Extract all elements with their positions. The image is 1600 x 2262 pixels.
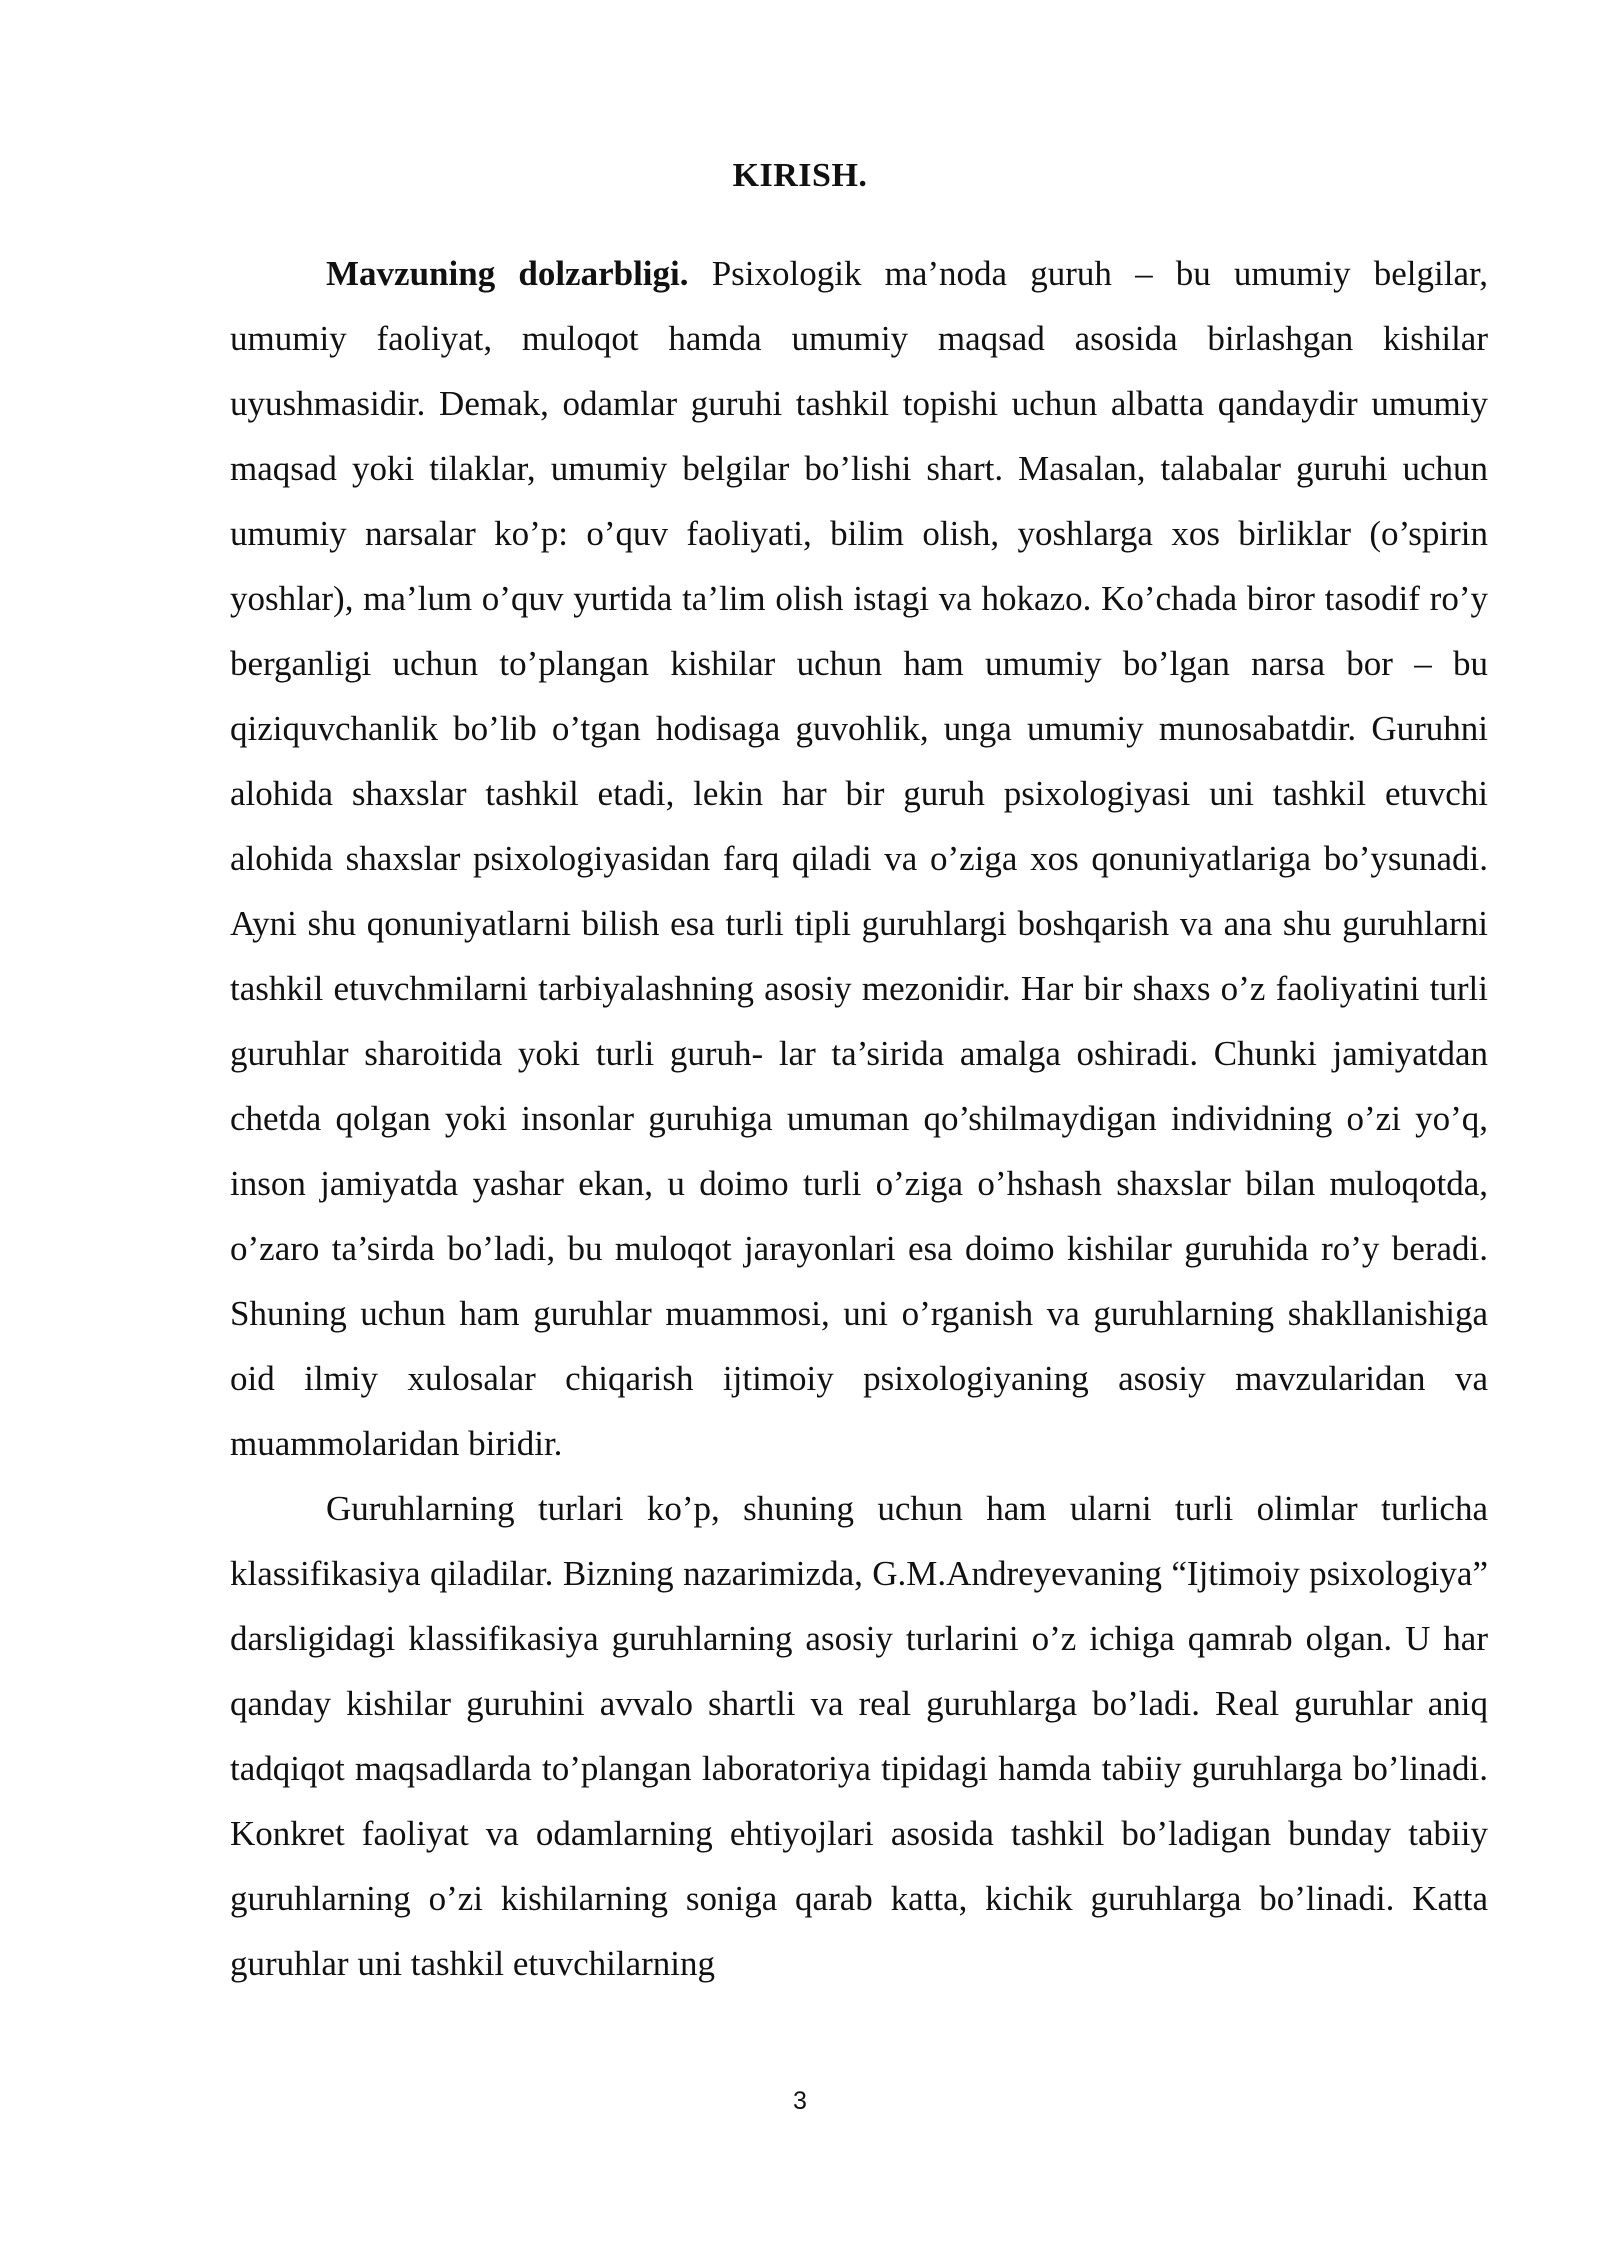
section-title: KIRISH. (732, 157, 868, 194)
document-body (230, 241, 1488, 1996)
paragraph-2 (230, 1476, 1488, 1996)
paragraph-1 (230, 241, 1488, 1476)
paragraph-2-text: Guruhlarning turlari ko’p, shuning uchun ham ularni turli olimlar turlicha klassifikasiya qiladilar. Bizning nazarimizda, G.M.Andreyevaning “Ijtimoiy psixologiya” darsligidagi klassifikasiya guruhlarning asosiy turlarini o’z ichiga qamrab olgan. U har qanday kishilar guruhini avvalo shartli va real guruhlarga bo’ladi. Real guruhlar aniq tadqiqot maqsadlarda to’plangan laboratoriya tipidagi hamda tabiiy guruhlarga bo’linadi. Konkret faoliyat va odamlarning ehtiyojlari asosida tashkil bo’ladigan bunday tabiiy guruhlarning o’zi kishilarning soniga qarab katta, kichik guruhlarga bo’linadi. Katta guruhlar uni tashkil etuvchilarning (230, 1489, 1488, 1983)
page-number: 3 (793, 2087, 807, 2115)
paragraph-1-lead: Mavzuning dolzarbligi. (326, 254, 689, 293)
paragraph-1-text: Psixologik ma’noda guruh – bu umumiy belgilar, umumiy faoliyat, muloqot hamda umumiy maqsad asosida birlashgan kishilar uyushmasidir. Demak, odamlar guruhi tashkil topishi uchun albatta qandaydir umumiy maqsad yoki tilaklar, umumiy belgilar bo’lishi shart. Masalan, talabalar guruhi uchun umumiy narsalar ko’p: o’quv faoliyati, bilim olish, yoshlarga xos birliklar (o’spirin yoshlar), ma’lum o’quv yurtida ta’lim olish istagi va hokazo. Ko’chada biror tasodif ro’y berganligi uchun to’plangan kishilar uchun ham umumiy bo’lgan narsa bor – bu qiziquvchanlik bo’lib o’tgan hodisaga guvohlik, unga umumiy munosabatdir. Guruhni alohida shaxslar tashkil etadi, lekin har bir guruh psixologiyasi uni tashkil etuvchi alohida shaxslar psixologiyasidan farq qiladi va o’ziga xos qonuniyatlariga bo’ysunadi. Ayni shu qonuniyatlarni bilish esa turli tipli guruhlargi boshqarish va ana shu guruhlarni tashkil etuvchmilarni tarbiyalashning asosiy mezonidir. Har bir shaxs o’z faoliyatini turli guruhlar sharoitida yoki turli guruh- lar ta’sirida amalga oshiradi. Chunki jamiyatdan chetda qolgan yoki insonlar guruhiga umuman qo’shilmaydigan individning o’zi yo’q, inson jamiyatda yashar ekan, u doimo turli o’ziga o’hshash shaxslar bilan muloqotda, o’zaro ta’sirda bo’ladi, bu muloqot jarayonlari esa doimo kishilar guruhida ro’y beradi. Shuning uchun ham guruhlar muammosi, uni o’rganish va guruhlarning shakllanishiga oid ilmiy xulosalar chiqarish ijtimoiy psixologiyaning asosiy mavzularidan va muammolaridan biridir. (230, 254, 1488, 1463)
